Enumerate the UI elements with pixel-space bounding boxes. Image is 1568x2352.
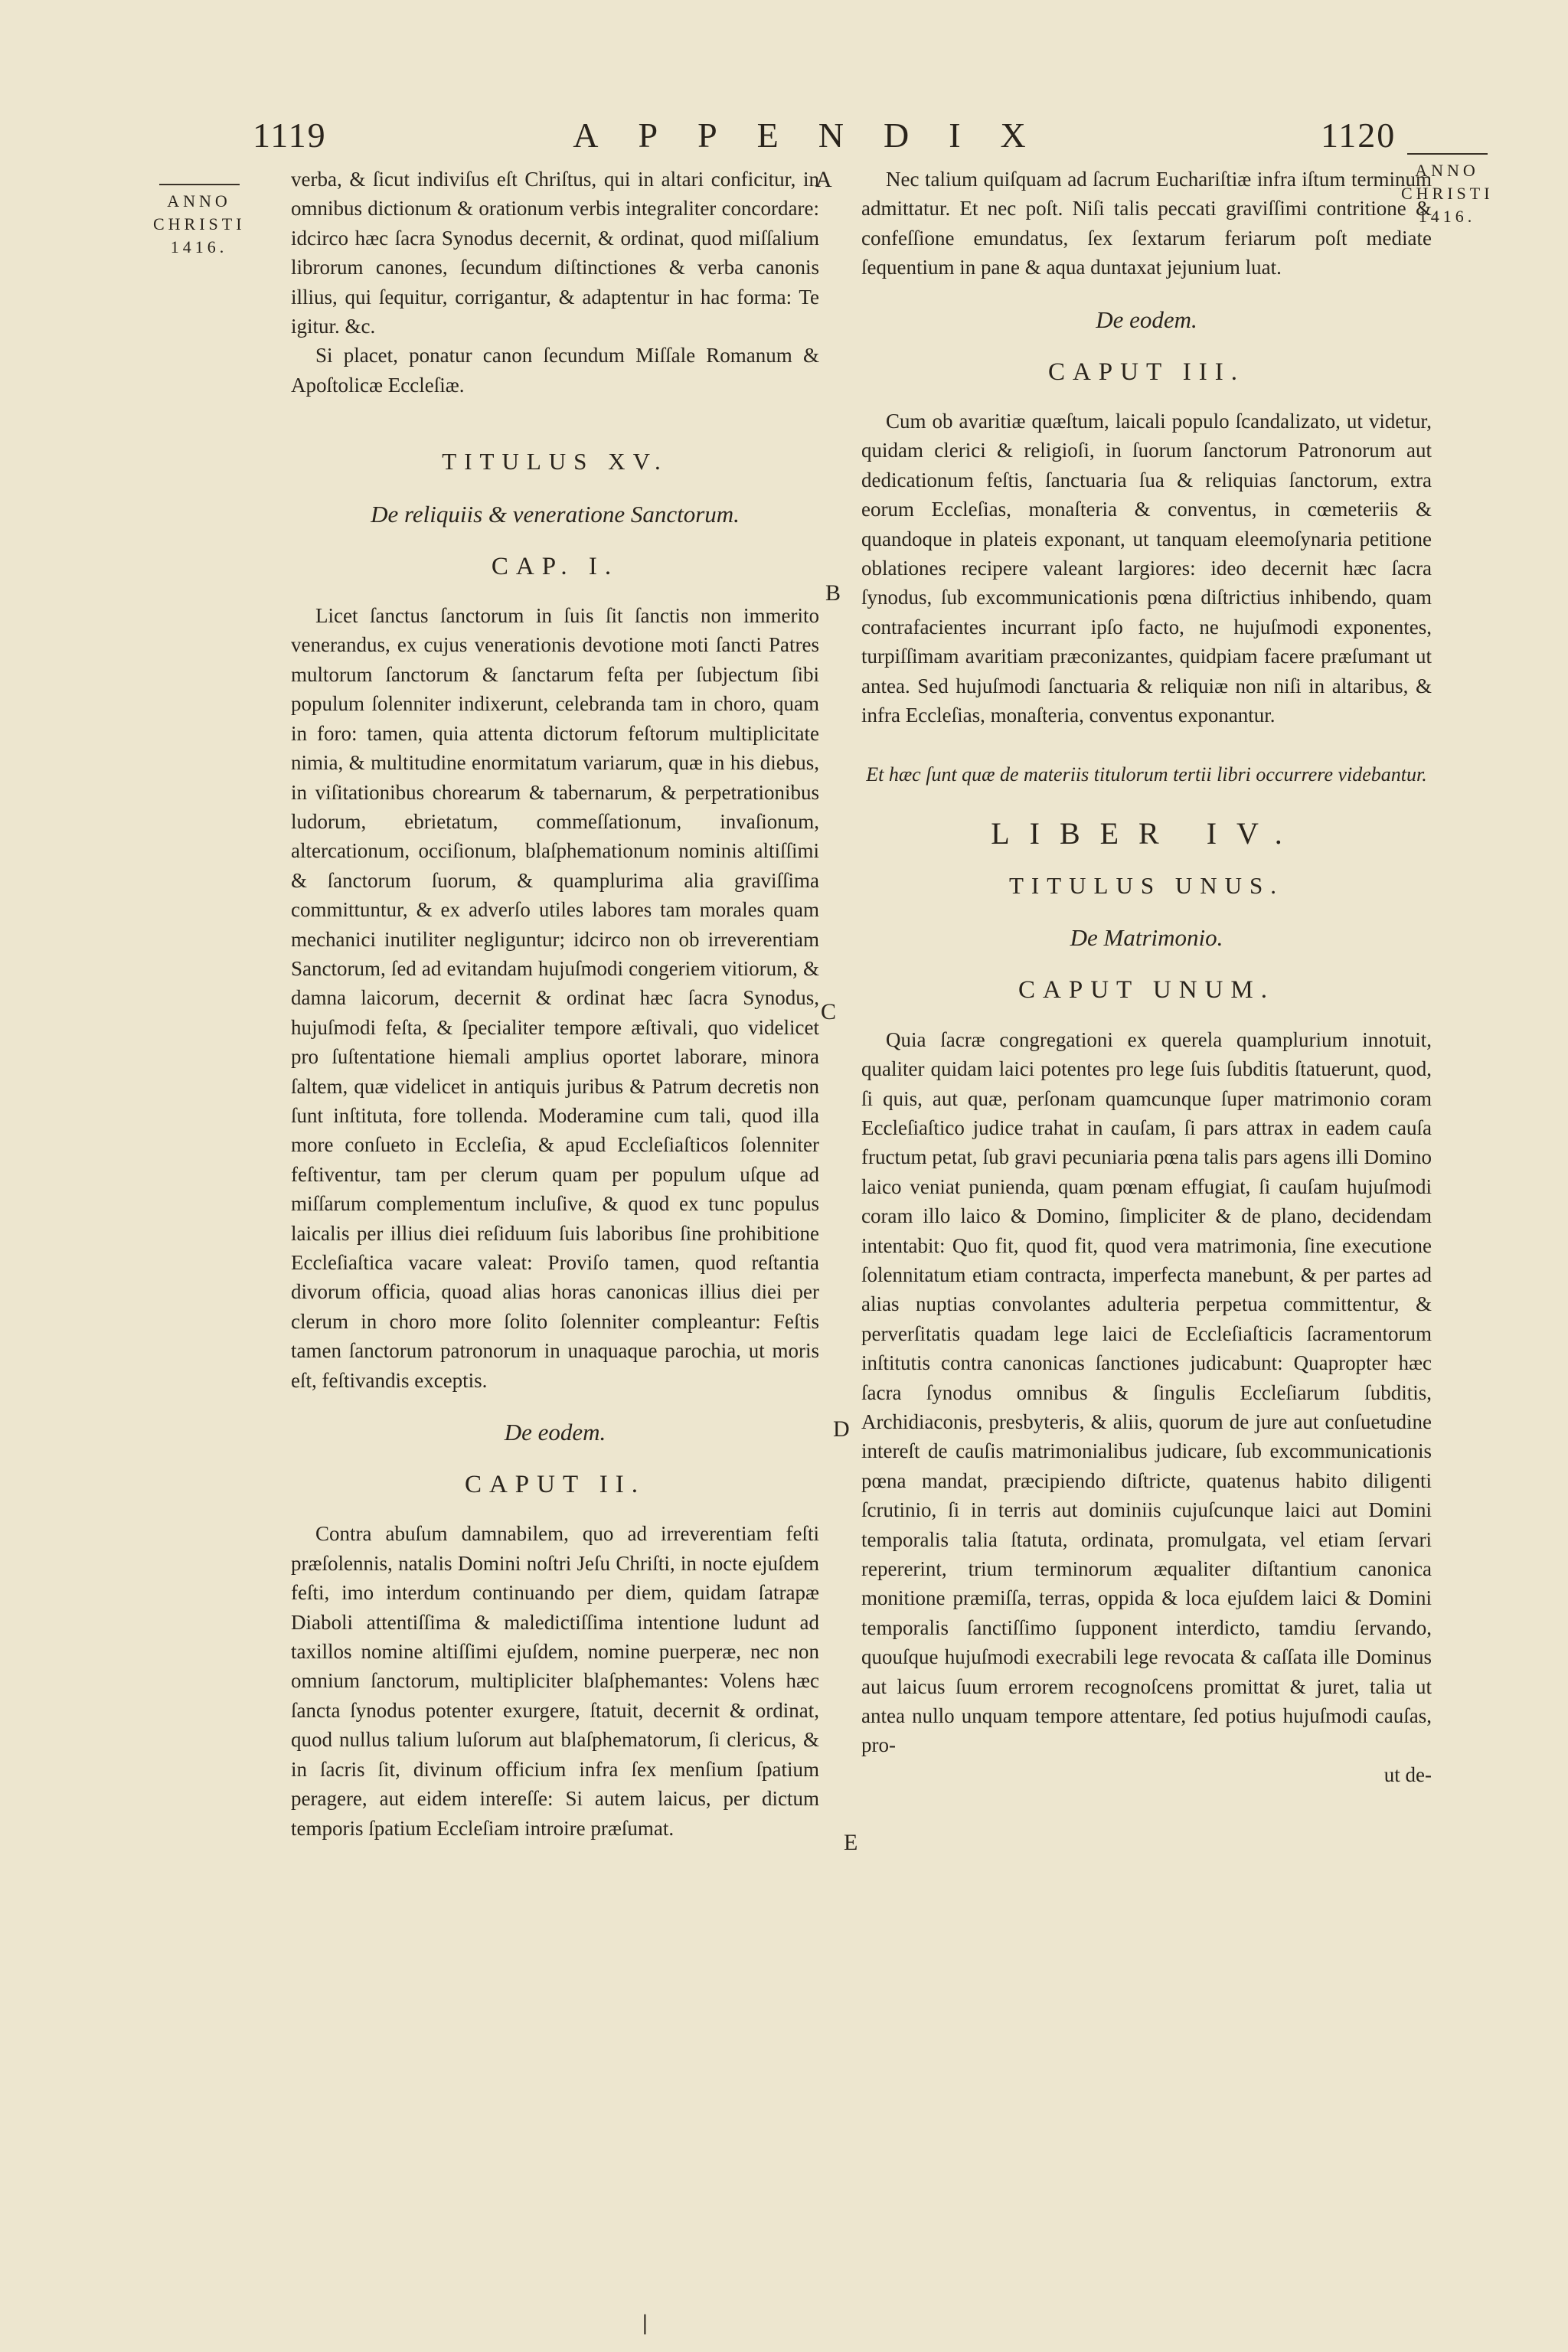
section-subhead: De reliquiis & veneratione Sanctorum. [371, 500, 740, 528]
margin-note-line: CHRISTI [1401, 184, 1494, 203]
left-page-number: 1119 [253, 116, 327, 155]
section-letter-c: C [821, 999, 837, 1024]
margin-note-line: ANNO [1415, 161, 1479, 180]
chapter-text: Contra abuſum damnabilem, quo ad irreverentiam feſti præſolennis, natalis Domini noſtri Jeſu Chriſti, in nocte ejuſdem feſti, imo interdum continuando per diem, quidam ſatrapæ Diaboli attentiſſima & maledictiſſima intentione ludunt ad taxillos nomine altiſſimi ejuſdem, nomine puerperæ, nec non omnium ſanctorum, multipliciter blaſphemantes: Volens hæc ſancta ſynodus potenter exurgere, ſtatuit, decernit & ordinat, quod nullus talium luſorum aut blaſphematorum, ſi clericus, & in ſacris ſit, divinum officium infra ſex menſium ſpatium peragere, aut eidem intereſſe: Si autem laicus, per dictum temporis ſpatium Eccleſiam introire præſumat. [291, 1522, 819, 1840]
opening-paragraph: verba, & ſicut indiviſus eſt Chriſtus, qui in altari conficitur, in omnibus dictionum & orationum verbis integraliter concordare: idcirco hæc ſacra Synodus decernit, & ordinat, quod miſſalium librorum canones, ſecundum diſtinctiones & verba canonis illius, qui ſequitur, corrigantur, & adaptentur in hac forma: Te igitur. &c. [291, 168, 819, 338]
running-title: APPENDIX [573, 116, 1066, 155]
titulus-heading: TITULUS UNUS. [1008, 871, 1285, 899]
chapter-heading: CAPUT III. [1047, 358, 1246, 386]
section-letter-e: E [844, 1830, 858, 1855]
margin-note-line: 1416. [1418, 207, 1476, 226]
liber-heading: LIBER IV. [991, 815, 1302, 851]
margin-note-line: 1416. [170, 237, 228, 256]
margin-note-line: CHRISTI [153, 214, 246, 234]
right-column [861, 165, 1432, 1789]
right-page-number: 1120 [1321, 116, 1396, 155]
section-subhead: De Matrimonio. [1070, 924, 1223, 952]
chapter-text: Quia ſacræ congregationi ex querela quamplurium innotuit, qualiter quidam laici potentes pro lege ſuis ſubditis ſtatuerunt, quod, ſi quis, aut quæ, perſonam quamcunque ſuper matrimonio coram Eccleſiaſtico judice trahat in cauſam, ſi pars attrax in eadem cauſa fructum petat, ſub gravi pecuniaria pœna talis pars agens illi Domino laico veniat punienda, quam pœnam effugiat, ſi cauſam hujuſmodi coram illo laico & Domino, ſimpliciter & de plano, decidendam intentabit: Quo fit, quod fit, quod vera matrimonia, ſine executione ſolennitatum etiam contracta, imperfecta manebunt, & per partes ad alias nuptias convolantes adulteria perpetua committentur, & perverſitatis quadam lege laici de Eccleſiaſticis ſacramentorum inſtitutis contra canonicas ſanctiones judicabunt: Quapropter hæc ſacra ſynodus omnibus & ſingulis Eccleſiarum ſubditis, Archidiaconis, presbyteris, & aliis, quorum de jure aut conſuetudine intereſt de cauſis matrimonialibus judicare, ſub excommunicationis pœna mandat, præcipiendo diſtricte, quatenus habito diligenti ſcrutinio, ſi in terris aut dominiis cujuſcunque laici aut Domini temporalis talia ſtatuta, ordinata, promulgata, vel etiam ſervari repererint, trium terminorum æqualiter diſtantium canonica monitione præmiſſa, terras, oppida & loca ejuſdem laici & Domini temporalis ſanctiſſimo ſupponent interdicto, tamdiu ſervando, quouſque hujuſmodi execrabili lege revocata & caſſata ille Dominus aut laicus ſuum errorem recognoſcens promittat & juret, talia ut antea nullo unquam tempore attentare, ſed potius hujuſmodi cauſas, pro- [861, 1027, 1432, 1757]
left-margin-note [153, 184, 245, 259]
chapter-heading: CAPUT II. [464, 1471, 646, 1499]
margin-rule [1407, 153, 1488, 155]
titulus-heading: TITULUS XV. [442, 448, 668, 475]
chapter-heading: CAPUT UNUM. [1018, 976, 1275, 1004]
margin-note-line: ANNO [167, 191, 231, 211]
section-subhead: De eodem. [504, 1419, 606, 1446]
chapter-heading: CAP. I. [491, 552, 619, 580]
left-column [291, 165, 819, 1843]
section-subhead: De eodem. [1096, 305, 1197, 333]
chapter-text: Cum ob avaritiæ quæſtum, laicali populo ſcandalizato, ut videtur, quidam clerici & religioſi, in ſuorum ſanctorum Patronorum aut dedicationum feſtis, ſanctuaria ſua & reliquias ſanctorum, extra eorum Eccleſias, monaſteria & conventus, in cœmeteriis & quandoque in plateis exponant, ut tanquam eleemoſynaria petitione oblationes recipere valeant largiores: ideo decernit hæc ſacra ſynodus, ſub excommunicationis pœna diſtrictius inhibendo, quam contrafacientes incurrant ipſo facto, ne hujuſmodi exponentes, turpiſſimam avaritiam præconizantes, quidpiam facere præſumant ut antea. Sed hujuſmodi ſanctuaria & reliquiæ non niſi in altaribus, & infra Eccleſias, monaſteria, conventus exponantur. [861, 410, 1432, 727]
footer-mark: | [642, 2312, 648, 2335]
section-letter-d: D [833, 1416, 850, 1442]
section-letter-b: B [825, 580, 841, 606]
margin-rule [159, 184, 240, 185]
chapter-text: Licet ſanctus ſanctorum in ſuis ſit ſanctis non immerito venerandus, ex cujus venerationis devotione moti ſancti Patres multorum ſanctorum & ſanctarum feſta per ſubjectum ſibi populum ſolenniter indixerunt, celebranda tam in choro, quam in foro: tamen, quia attenta dictorum feſtorum multiplicitate nimia, & multitudine enormitatum variarum, quæ in his diebus, in viſitationibus chorearum & tabernarum, & perpetrationibus ludorum, ebrietatum, commeſſationum, invaſionum, altercationum, occiſionum, blaſphemationum nominis altiſſimi & ſanctorum ſuorum, & quamplurima alia graviſſima committuntur, & ex adverſo utiles labores tam morales quam mechanici inutiliter negliguntur; idcirco non ob irreverentiam Sanctorum, ſed ad evitandam hujuſmodi congeriem vitiorum, & damna laicorum, decernit & ordinat hæc ſacra Synodus, hujuſmodi feſta, & ſpecialiter tempore æſtivali, quo videlicet pro ſuſtentatione hiemali amplius oportet laborare, minora ſaltem, quæ videlicet in antiquis juribus & Patrum decretis non ſunt inſtituta, fore tollenda. Moderamine cum tali, quod illa more conſueto in Eccleſia, & apud Eccleſiaſticos ſolenniter feſtiventur, tam per clerum quam per populum uſque ad miſſarum complementum incluſive, & quod ex tunc populus laicalis per illius diei reſiduum ſuis laboribus ſine prohibitione Eccleſiaſtica vacare valeat: Proviſo tamen, quod reſtantia divorum officia, quoad alias horas canonicas illius diei per clerum in choro more ſolito ſolenniter compleantur: Feſtis tamen ſanctorum patronorum in unaquaque parochia, ut moris eſt, feſtivandis exceptis. [291, 604, 819, 1392]
opening-paragraph: Nec talium quiſquam ad ſacrum Euchariſtiæ infra iſtum terminum admittatur. Et nec poſt. Niſi talis peccati graviſſimi contritione & confeſſione emundatus, ſex ſextarum feriarum poſt mediate ſequentium in pane & aqua duntaxat jejunium luat. [861, 168, 1432, 279]
closing-note: Et hæc ſunt quæ de materiis titulorum tertii libri occurrere videbantur. [866, 763, 1427, 786]
opening-note: Si placet, ponatur canon ſecundum Miſſale Romanum & Apoſtolicæ Eccleſiæ. [291, 344, 819, 397]
section-letter-a: A [815, 167, 832, 192]
catchword: ut de- [1383, 1762, 1432, 1786]
